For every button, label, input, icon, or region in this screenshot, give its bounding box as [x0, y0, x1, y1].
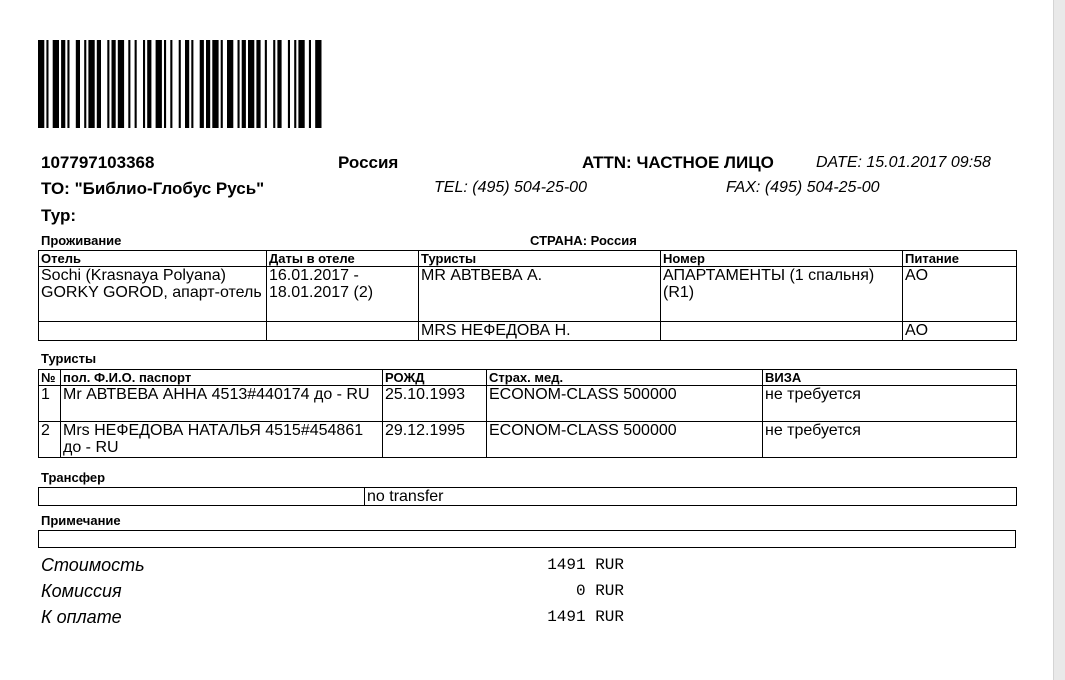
insurance-cell: ECONOM-CLASS 500000 [487, 386, 763, 422]
tourists-header-row [39, 370, 1017, 386]
date-header: DATE: 15.01.2017 09:58 [816, 154, 991, 171]
table-row [39, 422, 1017, 458]
voucher-number: 107797103368 [41, 153, 155, 172]
col-dates: Даты в отеле [267, 251, 419, 267]
transfer-table [38, 487, 1017, 506]
number-cell: 2 [39, 422, 61, 458]
col-insurance: Страх. мед. [487, 370, 763, 386]
transfer-value: no transfer [365, 488, 1017, 506]
col-hotel: Отель [39, 251, 267, 267]
accommodation-table [38, 250, 1017, 341]
table-row [39, 267, 1017, 322]
hotel-cell: Sochi (Krasnaya Polyana) GORKY GOROD, апарт-отель [39, 267, 267, 322]
attn-header: ATTN: ЧАСТНОЕ ЛИЦО [582, 153, 774, 172]
number-cell: 1 [39, 386, 61, 422]
barcode-image [38, 40, 424, 128]
col-meal: Питание [903, 251, 1017, 267]
visa-cell: не требуется [763, 422, 1017, 458]
col-number: № [39, 370, 61, 386]
note-value [39, 531, 1016, 548]
transfer-empty-cell [39, 488, 365, 506]
transfer-section-label: Трансфер [41, 470, 106, 485]
table-row [39, 322, 1017, 341]
tour-label: Тур: [41, 206, 77, 225]
payment-value: 1491 RUR [547, 608, 624, 626]
name-passport-cell: Mr АВТВЕВА АННА 4513#440174 до - RU [61, 386, 383, 422]
birth-cell: 29.12.1995 [383, 422, 487, 458]
col-room: Номер [661, 251, 903, 267]
note-section-label: Примечание [41, 513, 121, 528]
dates-cell: 16.01.2017 - 18.01.2017 (2) [267, 267, 419, 322]
birth-cell: 25.10.1993 [383, 386, 487, 422]
cost-label: Стоимость [41, 555, 145, 575]
meal-cell: AO [903, 267, 1017, 322]
tourists-section-label: Туристы [41, 351, 97, 366]
hotel-cell [39, 322, 267, 341]
tour-operator: ТО: "Библио-Глобус Русь" [41, 179, 265, 198]
commission-value: 0 RUR [575, 582, 624, 600]
table-row [39, 386, 1017, 422]
tourist-cell: MRS НЕФЕДОВА Н. [419, 322, 661, 341]
country-header: Россия [338, 153, 399, 172]
scrollbar[interactable] [1053, 0, 1065, 680]
tourist-cell: MR АВТВЕВА А. [419, 267, 661, 322]
table-row [39, 531, 1016, 548]
room-cell [661, 322, 903, 341]
dates-cell [267, 322, 419, 341]
fax-header: FAX: (495) 504-25-00 [726, 179, 880, 196]
payment-label: К оплате [41, 607, 122, 627]
col-tourists: Туристы [419, 251, 661, 267]
tel-header: TEL: (495) 504-25-00 [434, 179, 587, 196]
commission-label: Комиссия [41, 581, 122, 601]
note-table [38, 530, 1016, 548]
visa-cell: не требуется [763, 386, 1017, 422]
room-cell: АПАРТАМЕНТЫ (1 спальня)(R1) [661, 267, 903, 322]
accommodation-country: СТРАНА: Россия [530, 233, 637, 248]
meal-cell: AO [903, 322, 1017, 341]
cost-value: 1491 RUR [547, 556, 624, 574]
insurance-cell: ECONOM-CLASS 500000 [487, 422, 763, 458]
col-name-passport: пол. Ф.И.О. паспорт [61, 370, 383, 386]
tourists-table [38, 369, 1017, 458]
accommodation-header-row [39, 251, 1017, 267]
table-row [39, 488, 1017, 506]
accommodation-section-label: Проживание [41, 233, 122, 248]
col-visa: ВИЗА [763, 370, 1017, 386]
col-birth: РОЖД [383, 370, 487, 386]
name-passport-cell: Mrs НЕФЕДОВА НАТАЛЬЯ 4515#454861 до - RU [61, 422, 383, 458]
